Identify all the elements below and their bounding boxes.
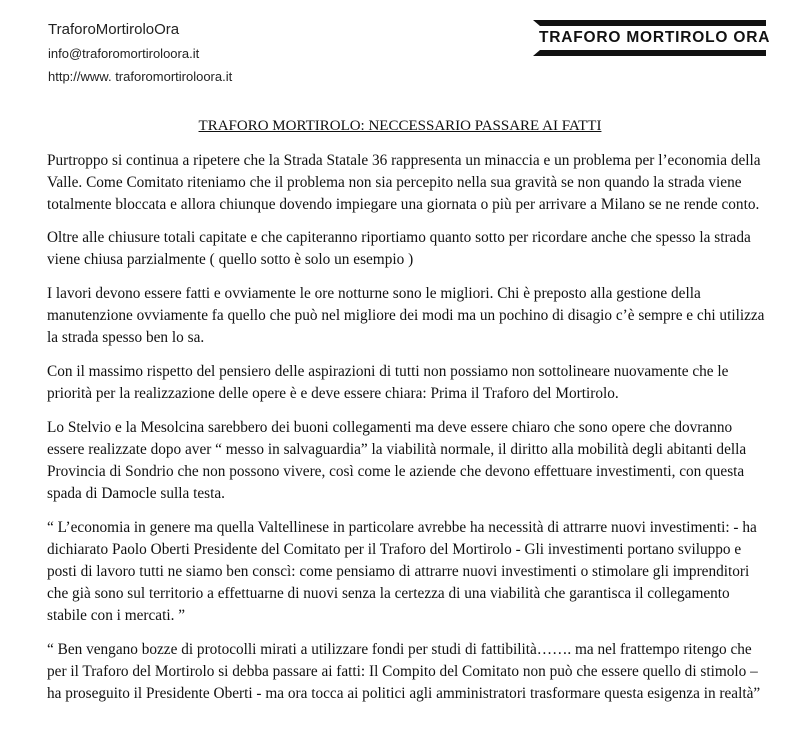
paragraph-3: I lavori devono essere fatti e ovviamente le ore notturne sono le migliori. Chi è preposto alla gestione della manutenzione ovviamente fa quello che può nel migliore dei modi ma un pochino di disagio c’è sempre e chi utilizza la strada spesso ben lo sa. <box>47 285 765 346</box>
sender-block <box>48 18 232 88</box>
logo-bottom-bar <box>533 50 766 56</box>
paragraph-5: Lo Stelvio e la Mesolcina sarebbero dei buoni collegamenti ma deve essere chiaro che sono opere che dovranno essere realizzate dopo aver “ messo in salvaguardia” la viabilità normale, il diritto alla mobilità degli abitanti della Provincia di Sondrio che non possono vivere, così come le aziende che devono effettuare investimenti, con questa spada di Damocle sulla testa. <box>47 419 747 502</box>
sender-website: http://www. traforomortiroloora.it <box>48 69 233 84</box>
paragraph-2: Oltre alle chiusure totali capitate e che capiteranno riportiamo quanto sotto per ricordare anche che spesso la strada viene chiusa parzialmente ( quello sotto è solo un esempio ) <box>47 229 751 268</box>
sender-email: info@traforomortiroloora.it <box>48 46 200 61</box>
logo-top-bar <box>533 20 766 26</box>
logo-text: TRAFORO MORTIROLO ORA <box>539 29 771 46</box>
document-body <box>47 150 767 717</box>
paragraph-1: Purtroppo si continua a ripetere che la Strada Statale 36 rappresenta un minaccia e un problema per l’economia della Valle. Come Comitato riteniamo che il problema non sia percepito nella sua gravità se non quando la strada viene totalmente bloccata e allora chiunque dovendo impiegare una giornata o più per arrivare a Milano se ne rende conto. <box>47 152 761 213</box>
sender-name: TraforoMortiroloOra <box>48 21 180 38</box>
paragraph-7: “ Ben vengano bozze di protocolli mirati a utilizzare fondi per studi di fattibilità……. ma nel frattempo ritengo che per il Traforo del Mortirolo si debba passare ai fatti: Il Compito del Comitato non può che essere quello di stimolo – ha proseguito il Presidente Oberti - ma ora tocca ai politici agli amministratori trasformare questa esigenza in realtà” <box>47 641 761 702</box>
paragraph-4: Con il massimo rispetto del pensiero delle aspirazioni di tutti non possiamo non sottolineare nuovamente che le priorità per la realizzazione delle opere è e deve essere chiara: Prima il Traforo del Mortirolo. <box>47 363 729 402</box>
paragraph-6: “ L’economia in genere ma quella Valtellinese in particolare avrebbe ha necessità di attrarre nuovi investimenti: - ha dichiarato Paolo Oberti Presidente del Comitato per il Traforo del Mortirolo - Gli investimenti portano sviluppo e posti di lavoro tutti ne siamo ben conscì: come pensiamo di attrarre nuovi investimenti o stimolare gli imprenditori che già sono sul territorio a effettuarne di nuovi senza la certezza di una viabilità che garantisca il collegamento stabile con i mercati. ” <box>47 519 757 624</box>
document-title: TRAFORO MORTIROLO: NECCESSARIO PASSARE AI FATTI <box>198 118 602 134</box>
logo <box>533 20 771 56</box>
